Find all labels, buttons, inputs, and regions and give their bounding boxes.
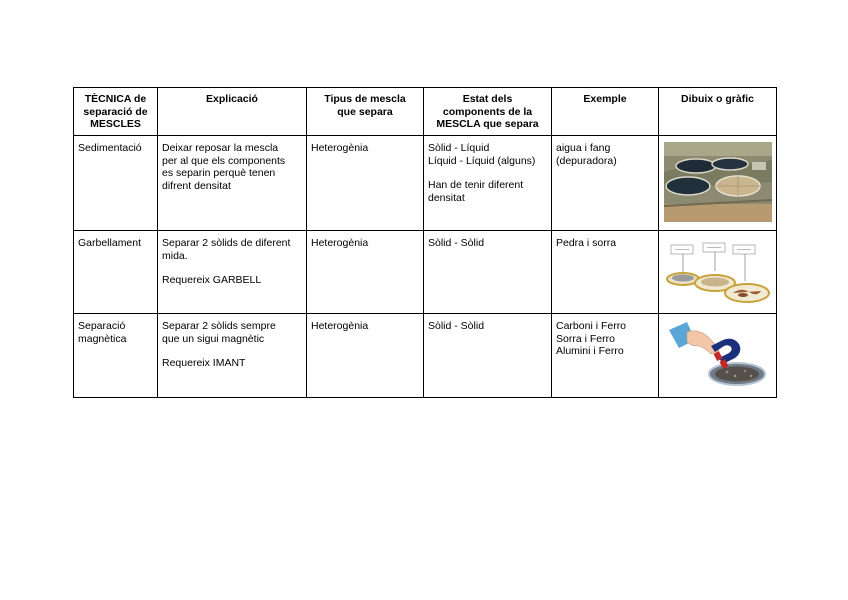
table-row (74, 136, 777, 231)
table-row (74, 231, 777, 314)
cell-tecnica: Separació magnètica (74, 314, 158, 398)
header-explicacio: Explicació (158, 88, 307, 136)
cell-estat: Sòlid - Sòlid (424, 314, 552, 398)
cell-tecnica: Garbellament (74, 231, 158, 314)
header-tipus: Tipus de mescla que separa (307, 88, 424, 136)
cell-exemple: Pedra i sorra (552, 231, 659, 314)
separation-techniques-table (73, 87, 777, 398)
cell-exemple: aigua i fang (depuradora) (552, 136, 659, 231)
cell-dibuix (659, 136, 777, 231)
table-row (74, 314, 777, 398)
cell-explicacio: Separar 2 sòlids sempre que un sigui magnètic Requereix IMANT (158, 314, 307, 398)
cell-tipus: Heterogènia (307, 314, 424, 398)
magnet-hand-illustration (665, 320, 771, 392)
water-treatment-plant-photo (664, 142, 772, 222)
cell-tipus: Heterogènia (307, 136, 424, 231)
cell-estat: Sòlid - Líquid Líquid - Líquid (alguns) Han de tenir diferent densitat (424, 136, 552, 231)
header-tecnica: TÈCNICA de separació de MESCLES (74, 88, 158, 136)
cell-tecnica: Sedimentació (74, 136, 158, 231)
cell-exemple: Carboni i Ferro Sorra i Ferro Alumini i Ferro (552, 314, 659, 398)
table-header-row (74, 88, 777, 136)
sieves-illustration (665, 237, 771, 307)
cell-tipus: Heterogènia (307, 231, 424, 314)
cell-explicacio: Separar 2 sòlids de diferent mida. Requereix GARBELL (158, 231, 307, 314)
cell-estat: Sòlid - Sòlid (424, 231, 552, 314)
cell-dibuix (659, 314, 777, 398)
header-dibuix: Dibuix o gràfic (659, 88, 777, 136)
header-exemple: Exemple (552, 88, 659, 136)
header-estat: Estat dels components de la MESCLA que separa (424, 88, 552, 136)
cell-explicacio: Deixar reposar la mescla per al que els components es separin perquè tenen difrent densitat (158, 136, 307, 231)
cell-dibuix (659, 231, 777, 314)
